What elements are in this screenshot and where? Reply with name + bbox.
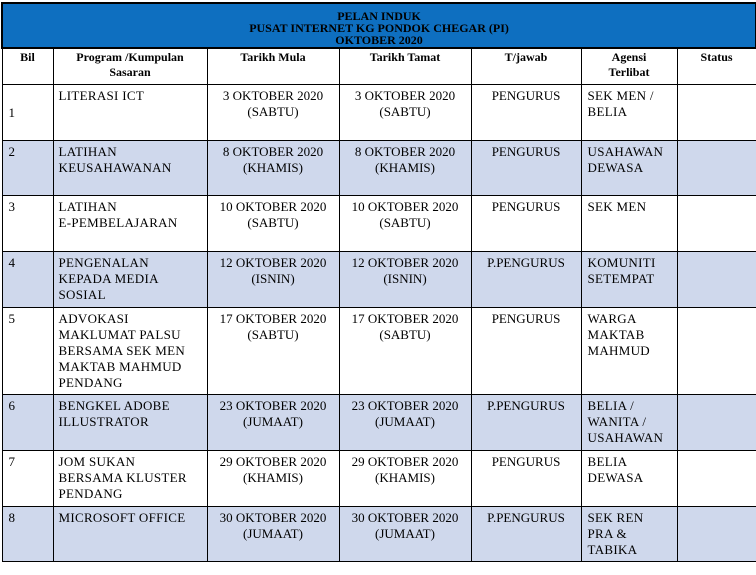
program-line: ADVOKASI: [58, 311, 129, 326]
cell-bil: [2, 451, 53, 507]
cell-status: [677, 308, 756, 395]
bil-value: 1: [8, 105, 15, 120]
tamat-line: (SABTU): [379, 104, 431, 119]
cell-status: [677, 141, 756, 196]
program-line: PENDANG: [58, 375, 123, 390]
mula-line: 30 OKTOBER 2020: [219, 510, 327, 525]
program-line: BERSAMA KLUSTER: [58, 470, 187, 485]
cell-tarikh-tamat: [339, 252, 471, 308]
program-line: PENDANG: [58, 486, 123, 501]
header-agensi: Agensi Terlibat: [581, 48, 677, 85]
mula-line: 29 OKTOBER 2020: [219, 454, 327, 469]
agensi-line: SEK REN: [587, 510, 644, 525]
cell-status: [677, 451, 756, 507]
agensi-line: WANITA /: [587, 414, 647, 429]
cell-status: [677, 507, 756, 562]
cell-tarikh-mula: [207, 196, 339, 252]
program-line: MICROSOFT OFFICE: [58, 510, 186, 525]
cell-tjawab: P.PENGURUS: [471, 395, 581, 451]
cell-bil: [2, 85, 53, 141]
cell-program: [53, 395, 207, 451]
program-line: PENGENALAN: [58, 255, 149, 270]
mula-line: 3 OKTOBER 2020: [222, 88, 324, 103]
mula-line: (ISNIN): [251, 271, 295, 286]
agensi-line: PRA &: [587, 526, 627, 541]
cell-tarikh-tamat: [339, 395, 471, 451]
cell-tjawab: PENGURUS: [471, 141, 581, 196]
cell-agensi: [581, 451, 677, 507]
agensi-line: SEK MEN /: [587, 88, 654, 103]
cell-tarikh-tamat: [339, 196, 471, 252]
table-row: [2, 451, 756, 507]
tamat-line: (KHAMIS): [375, 160, 435, 175]
program-line: LATIHAN: [58, 144, 117, 159]
mula-line: 23 OKTOBER 2020: [219, 398, 327, 413]
cell-status: [677, 85, 756, 141]
cell-agensi: [581, 141, 677, 196]
program-line: LITERASI ICT: [58, 88, 145, 103]
mula-line: 10 OKTOBER 2020: [219, 199, 327, 214]
cell-tarikh-mula: [207, 85, 339, 141]
program-line: MAKTAB MAHMUD: [58, 359, 182, 374]
cell-tjawab: P.PENGURUS: [471, 252, 581, 308]
tamat-line: 17 OKTOBER 2020: [351, 311, 459, 326]
tamat-line: 12 OKTOBER 2020: [351, 255, 459, 270]
tamat-line: 10 OKTOBER 2020: [351, 199, 459, 214]
header-tjawab: T/jawab: [471, 48, 581, 85]
bil-value: 8: [8, 510, 15, 525]
bil-value: 5: [8, 311, 15, 326]
cell-bil: [2, 141, 53, 196]
cell-tarikh-mula: [207, 308, 339, 395]
tamat-line: 30 OKTOBER 2020: [351, 510, 459, 525]
agensi-line: BELIA /: [587, 398, 635, 413]
agensi-line: KOMUNITI: [587, 255, 656, 270]
mula-line: (JUMAAT): [243, 526, 303, 541]
table-body: [2, 85, 756, 562]
tamat-line: (JUMAAT): [375, 414, 435, 429]
tamat-line: (ISNIN): [383, 271, 427, 286]
table-title: [2, 3, 756, 48]
table-row: [2, 252, 756, 308]
cell-program: [53, 141, 207, 196]
program-line: JOM SUKAN: [58, 454, 136, 469]
cell-tarikh-tamat: [339, 85, 471, 141]
program-line: E-PEMBELAJARAN: [58, 215, 178, 230]
cell-tjawab: PENGURUS: [471, 196, 581, 252]
header-bil: Bil: [2, 48, 53, 85]
cell-tarikh-mula: [207, 252, 339, 308]
cell-tarikh-tamat: [339, 507, 471, 562]
agensi-line: MAKTAB: [587, 327, 645, 342]
cell-program: [53, 85, 207, 141]
mula-line: 8 OKTOBER 2020: [222, 144, 324, 159]
tamat-line: 29 OKTOBER 2020: [351, 454, 459, 469]
header-tarikh-mula: Tarikh Mula: [207, 48, 339, 85]
cell-status: [677, 196, 756, 252]
agensi-line: BELIA: [587, 104, 628, 119]
cell-tarikh-mula: [207, 395, 339, 451]
agensi-line: DEWASA: [587, 470, 644, 485]
title-line-2: PUSAT INTERNET KG PONDOK CHEGAR (PI): [249, 21, 509, 35]
agensi-line: DEWASA: [587, 160, 644, 175]
cell-tjawab: P.PENGURUS: [471, 507, 581, 562]
header-status: Status: [677, 48, 756, 85]
tamat-line: (SABTU): [379, 327, 431, 342]
table-row: [2, 141, 756, 196]
tamat-line: 23 OKTOBER 2020: [351, 398, 459, 413]
cell-program: [53, 252, 207, 308]
cell-tjawab: PENGURUS: [471, 85, 581, 141]
agensi-line: USAHAWAN: [587, 144, 664, 159]
program-line: LATIHAN: [58, 199, 117, 214]
agensi-line: USAHAWAN: [587, 430, 664, 445]
program-line: KEPADA MEDIA: [58, 271, 159, 286]
cell-status: [677, 395, 756, 451]
mula-line: (SABTU): [247, 104, 299, 119]
bil-value: 4: [8, 255, 15, 270]
cell-tarikh-tamat: [339, 451, 471, 507]
cell-agensi: [581, 308, 677, 395]
header-row: [2, 48, 756, 85]
agensi-line: WARGA: [587, 311, 637, 326]
mula-line: (KHAMIS): [243, 470, 303, 485]
header-tarikh-tamat: Tarikh Tamat: [339, 48, 471, 85]
agensi-line: MAHMUD: [587, 343, 650, 358]
table-row: [2, 196, 756, 252]
header-program: Program /Kumpulan Sasaran: [53, 48, 207, 85]
bil-value: 6: [8, 398, 15, 413]
cell-agensi: [581, 395, 677, 451]
table-row: [2, 507, 756, 562]
cell-program: [53, 196, 207, 252]
bil-value: 2: [8, 144, 15, 159]
table-row: [2, 395, 756, 451]
cell-agensi: [581, 252, 677, 308]
agensi-line: TABIKA: [587, 542, 638, 557]
agensi-line: SETEMPAT: [587, 271, 655, 286]
bil-value: 3: [8, 199, 15, 214]
tamat-line: 8 OKTOBER 2020: [354, 144, 456, 159]
cell-agensi: [581, 85, 677, 141]
program-line: SOSIAL: [58, 287, 106, 302]
cell-tarikh-mula: [207, 141, 339, 196]
title-line-1: PELAN INDUK: [337, 9, 421, 23]
cell-program: [53, 507, 207, 562]
bil-value: 7: [8, 454, 15, 469]
cell-tjawab: PENGURUS: [471, 451, 581, 507]
tamat-line: (JUMAAT): [375, 526, 435, 541]
cell-agensi: [581, 507, 677, 562]
program-line: KEUSAHAWANAN: [58, 160, 172, 175]
cell-tarikh-mula: [207, 507, 339, 562]
cell-status: [677, 252, 756, 308]
program-line: BERSAMA SEK MEN: [58, 343, 186, 358]
program-line: MAKLUMAT PALSU: [58, 327, 181, 342]
tamat-line: (KHAMIS): [375, 470, 435, 485]
mula-line: (SABTU): [247, 215, 299, 230]
program-line: BENGKEL ADOBE: [58, 398, 170, 413]
cell-bil: [2, 308, 53, 395]
cell-agensi: [581, 196, 677, 252]
program-line: ILLUSTRATOR: [58, 414, 149, 429]
tamat-line: (SABTU): [379, 215, 431, 230]
cell-bil: [2, 507, 53, 562]
agensi-line: SEK MEN: [587, 199, 647, 214]
table-row: [2, 85, 756, 141]
cell-bil: [2, 395, 53, 451]
table-row: [2, 308, 756, 395]
cell-tarikh-tamat: [339, 308, 471, 395]
agensi-line: BELIA: [587, 454, 628, 469]
mula-line: 17 OKTOBER 2020: [219, 311, 327, 326]
mula-line: 12 OKTOBER 2020: [219, 255, 327, 270]
tamat-line: 3 OKTOBER 2020: [354, 88, 456, 103]
mula-line: (SABTU): [247, 327, 299, 342]
cell-tjawab: PENGURUS: [471, 308, 581, 395]
mula-line: (KHAMIS): [243, 160, 303, 175]
cell-tarikh-tamat: [339, 141, 471, 196]
cell-program: [53, 308, 207, 395]
title-line-3: OKTOBER 2020: [335, 33, 423, 47]
cell-tarikh-mula: [207, 451, 339, 507]
pelan-induk-table: [1, 2, 756, 562]
cell-bil: [2, 196, 53, 252]
mula-line: (JUMAAT): [243, 414, 303, 429]
cell-program: [53, 451, 207, 507]
cell-bil: [2, 252, 53, 308]
